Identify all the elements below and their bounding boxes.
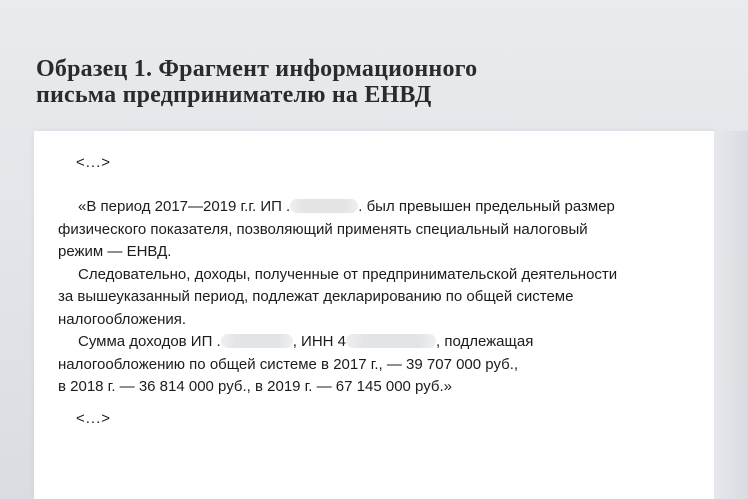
letter-fragment <box>58 196 658 399</box>
omission-marker-top: <...> <box>76 154 112 171</box>
heading-line-1: Образец 1. Фрагмент информационного <box>36 56 478 82</box>
text-segment: «В период 2017—2019 г.г. ИП . <box>78 198 291 215</box>
paragraph-3-line-2: налогообложению по общей системе в 2017 г., — 39 707 000 руб., <box>58 355 519 373</box>
sheet-edge-shadow <box>714 131 748 499</box>
heading-line-2: письма предпринимателю на ЕНВД <box>36 82 432 108</box>
paragraph-1-line-1 <box>58 196 658 219</box>
paragraph-2-line-3: налогообложения. <box>58 310 187 328</box>
redacted-name <box>221 334 293 348</box>
paragraph-3-line-3: в 2018 г. — 36 814 000 руб., в 2019 г. — 67 145 000 руб.» <box>58 378 452 395</box>
text-segment: . был превышен предельный размер <box>358 198 615 215</box>
redacted-inn <box>346 334 436 348</box>
omission-marker-bottom: <...> <box>76 410 112 427</box>
redacted-name <box>290 199 358 213</box>
text-segment: , подлежащая <box>436 333 534 350</box>
text-segment: , ИНН 4 <box>292 333 346 350</box>
document-heading <box>36 56 477 108</box>
text-segment: Сумма доходов ИП . <box>78 333 221 350</box>
paragraph-1-line-3: режим — ЕНВД. <box>58 243 172 260</box>
paragraph-2-line-2: за вышеуказанный период, подлежат декларированию по общей системе <box>58 288 574 305</box>
paragraph-2-line-1: Следовательно, доходы, полученные от предпринимательской деятельности <box>78 265 618 283</box>
paragraph-3-line-1 <box>58 331 658 354</box>
paragraph-1-line-2: физического показателя, позволяющий применять специальный налоговый <box>58 220 588 238</box>
